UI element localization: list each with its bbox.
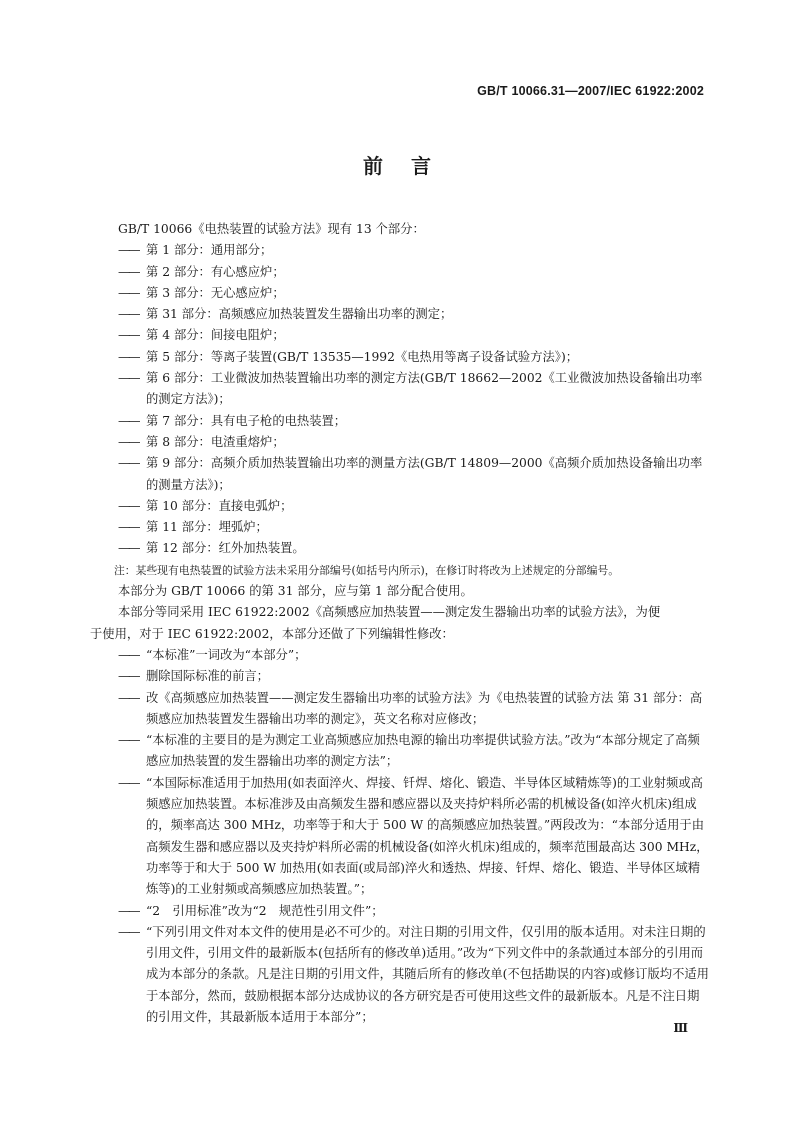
part-item xyxy=(118,368,710,411)
part-text: 第 1 部分：通用部分； xyxy=(146,243,273,258)
part-text: 第 2 部分：有心感应炉； xyxy=(146,264,285,279)
part-text: 第 7 部分：具有电子枪的电热装置； xyxy=(146,413,347,428)
part-text: 第 10 部分：直接电弧炉； xyxy=(146,498,293,513)
change-item xyxy=(118,773,710,901)
page-title: 前言 xyxy=(363,154,459,178)
em-dash: —— xyxy=(118,903,139,918)
em-dash: —— xyxy=(118,498,139,513)
part-text: 第 4 部分：间接电阻炉； xyxy=(146,328,285,343)
em-dash: —— xyxy=(118,243,139,258)
part-text: 第 9 部分：高频介质加热装置输出功率的测量方法(GB/T 14809—2000《高频介质加热设备输出功率的测量方法》)； xyxy=(146,456,703,492)
part-text: 第 8 部分：电渣重熔炉； xyxy=(146,434,285,449)
em-dash: —— xyxy=(118,285,139,300)
em-dash: —— xyxy=(118,733,139,748)
note: 注：某些现有电热装置的试验方法未采用分部编号(如括号内所示)，在修订时将改为上述规定的分部编号。 xyxy=(114,563,620,577)
change-item xyxy=(118,666,710,687)
part-text: 第 12 部分：红外加热装置。 xyxy=(146,541,305,556)
part-item xyxy=(118,496,710,517)
foreword-body xyxy=(90,219,710,1028)
em-dash: —— xyxy=(118,775,139,790)
part-item xyxy=(118,325,710,346)
em-dash: —— xyxy=(118,264,139,279)
part-item xyxy=(118,262,710,283)
part-text: 第 3 部分：无心感应炉； xyxy=(146,285,285,300)
intro-line: GB/T 10066《电热装置的试验方法》现有 13 个部分： xyxy=(118,222,425,236)
page-number: Ⅲ xyxy=(673,1021,688,1035)
change-text: “本国际标准适用于加热用(如表面淬火、焊接、钎焊、熔化、锻造、半导体区域精炼等)的工业射频或高频感应加热装置。本标准涉及由高频发生器和感应器以及夹持炉料所必需的机械设备(如淬火机床)组成的，频率高达 300 MHz，功率等于和大于 500 W 的高频感应加热装置。”两段改为：“本部分适用于由高频发生器和感应器以及夹持炉料所必需的机械设备(如淬火机床)组成的，频率范围最高达 300 MHz，功率等于和大于 500 W 加热用(如表面(或局部)淬火和透热、焊接、钎焊、熔化、锻造、半导体区域精炼等)的工业射频或高频感应加热装置。”； xyxy=(146,775,709,897)
part-text: 第 6 部分：工业微波加热装置输出功率的测定方法(GB/T 18662—2002《工业微波加热设备输出功率的测定方法》)； xyxy=(146,371,703,407)
part-item xyxy=(118,240,710,261)
part-item xyxy=(118,347,710,368)
em-dash: —— xyxy=(118,690,139,705)
part-text: 第 5 部分：等离子装置(GB/T 13535—1992《电热用等离子设备试验方法》)； xyxy=(146,349,579,364)
part-item xyxy=(118,453,710,496)
part-item xyxy=(118,411,710,432)
changes-list xyxy=(118,645,710,1028)
part-text: 第 11 部分：埋弧炉； xyxy=(146,520,268,535)
em-dash: —— xyxy=(118,669,139,684)
change-item xyxy=(118,901,710,922)
change-text: 删除国际标准的前言； xyxy=(146,669,269,684)
em-dash: —— xyxy=(118,328,139,343)
paragraph-1: 本部分为 GB/T 10066 的第 31 部分，应与第 1 部分配合使用。 xyxy=(118,584,473,599)
em-dash: —— xyxy=(118,647,139,662)
em-dash: —— xyxy=(118,307,139,322)
change-text: “2 引用标准”改为“2 规范性引用文件”； xyxy=(146,903,384,918)
change-item xyxy=(118,922,710,1028)
standard-number: GB/T 10066.31—2007/IEC 61922:2002 xyxy=(477,84,704,98)
part-item xyxy=(118,538,710,559)
change-item xyxy=(118,645,710,666)
change-text: “本标准的主要目的是为测定工业高频感应加热电源的输出功率提供试验方法。”改为“本部分规定了高频感应加热装置的发生器输出功率的测定方法”； xyxy=(146,733,700,769)
part-item xyxy=(118,432,710,453)
em-dash: —— xyxy=(118,456,139,471)
change-text: 改《高频感应加热装置——测定发生器输出功率的试验方法》为《电热装置的试验方法 第 31 部分：高频感应加热装置发生器输出功率的测定》，英文名称对应修改； xyxy=(146,690,703,726)
em-dash: —— xyxy=(118,349,139,364)
paragraph-2-line-2: 于使用，对于 IEC 61922:2002，本部分还做了下列编辑性修改： xyxy=(90,626,454,641)
em-dash: —— xyxy=(118,413,139,428)
change-text: “下列引用文件对本文件的使用是必不可少的。对注日期的引用文件，仅引用的版本适用。对未注日期的引用文件，引用文件的最新版本(包括所有的修改单)适用。”改为“下列文件中的条款通过本部分的引用而成为本部分的条款。凡是注日期的引用文件，其随后所有的修改单(不包括勘误的内容)或修订版均不适用于本部分，然而，鼓励根据本部分达成协议的各方研究是否可使用这些文件的最新版本。凡是不注日期的引用文件，其最新版本适用于本部分”； xyxy=(146,924,709,1024)
paragraph-2-line-1: 本部分等同采用 IEC 61922:2002《高频感应加热装置——测定发生器输出功率的试验方法》，为便 xyxy=(118,605,661,620)
part-text: 第 31 部分：高频感应加热装置发生器输出功率的测定； xyxy=(146,307,453,322)
part-item xyxy=(118,283,710,304)
em-dash: —— xyxy=(118,371,139,386)
em-dash: —— xyxy=(118,541,139,556)
part-item xyxy=(118,304,710,325)
parts-list xyxy=(118,240,710,559)
em-dash: —— xyxy=(118,520,139,535)
em-dash: —— xyxy=(118,924,139,939)
change-text: “本标准”一词改为“本部分”； xyxy=(146,647,307,662)
part-item xyxy=(118,517,710,538)
change-item xyxy=(118,688,710,731)
em-dash: —— xyxy=(118,434,139,449)
change-item xyxy=(118,730,710,773)
